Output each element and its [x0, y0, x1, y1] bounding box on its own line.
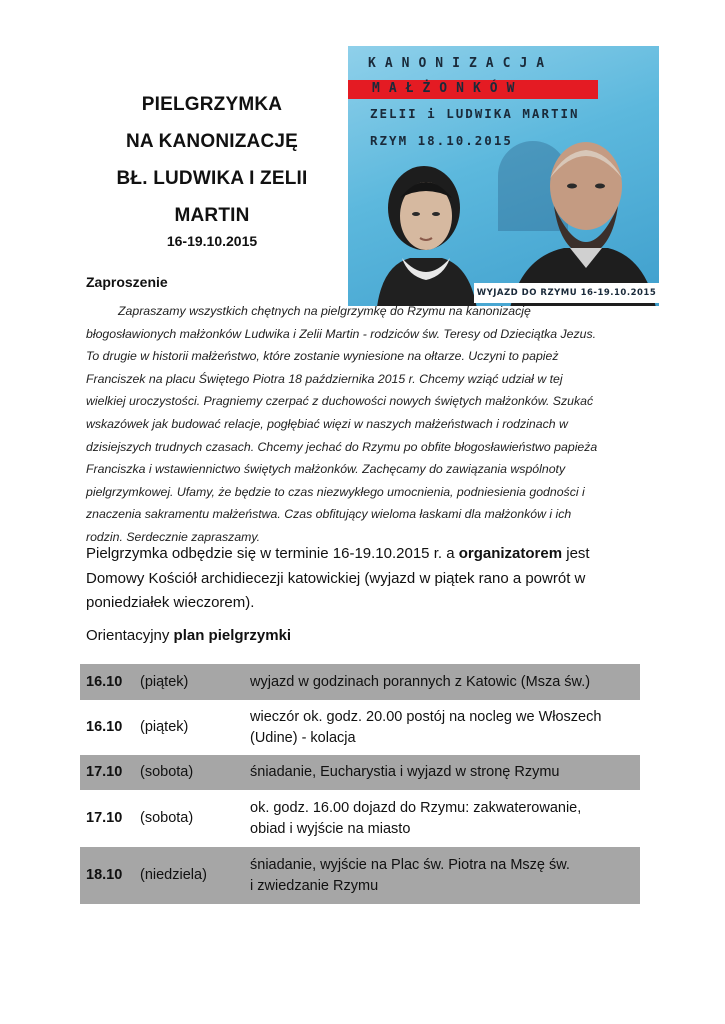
row-activity [244, 755, 640, 790]
row-day: (sobota) [134, 755, 244, 790]
invitation-heading: Zaproszenie [86, 274, 168, 290]
organizer-line-3: poniedziałek wieczorem). [86, 594, 255, 611]
row-activity [244, 847, 640, 904]
activity-line: wieczór ok. godz. 20.00 postój na nocleg we Włoszech [250, 708, 602, 725]
invitation-line: pielgrzymkowej. Ufamy, że będzie to czas niezwykłego umocnienia, podniesienia godności i [86, 484, 585, 499]
invitation-line: rodzin. Serdecznie zapraszamy. [86, 529, 261, 544]
row-date: 16.10 [86, 719, 123, 735]
invitation-line: To drugie w historii małżeństwo, które zostanie wyniesione na ołtarze. Uczyni to papież [86, 349, 559, 364]
activity-line: śniadanie, Eucharystia i wyjazd w stronę Rzymu [250, 764, 560, 780]
invitation-line: błogosławionych małżonków Ludwika i Zelii Martin - rodziców św. Teresy od Dzieciątka Jezus. [86, 326, 597, 341]
plan-heading-bold: plan pielgrzymki [173, 627, 292, 644]
invitation-line: Franciszka i wstawiennictwo świętych małżonków. Zachęcamy do zawiązania wspólnoty [86, 462, 566, 477]
invitation-text [86, 300, 646, 549]
row-day: (piątek) [134, 664, 244, 700]
portrait-louis-icon [508, 128, 658, 306]
activity-line: (Udine) - kolacja [250, 729, 356, 746]
poster-line-2: MAŁŻONKÓW [372, 81, 524, 96]
organizer-line-1 [86, 542, 646, 567]
poster-line-1: KANONIZACJA [368, 56, 554, 71]
table-row [80, 755, 640, 790]
row-activity [244, 664, 640, 700]
activity-line: obiad i wyjście na miasto [250, 820, 411, 837]
title-line-3: BŁ. LUDWIKA I ZELII [116, 168, 308, 189]
itinerary-table [80, 664, 640, 904]
row-date: 16.10 [80, 664, 134, 700]
table-row [80, 790, 640, 847]
row-activity [244, 700, 640, 755]
organizer-info [86, 542, 646, 616]
table-row [80, 664, 640, 700]
page-title [80, 86, 344, 234]
organizer-bold: organizatorem [458, 545, 563, 562]
activity-line: śniadanie, wyjście na Plac św. Piotra na Mszę św. [250, 856, 570, 873]
row-day: (niedziela) [134, 847, 244, 904]
row-date: 18.10 [80, 847, 134, 904]
canonization-poster [348, 46, 659, 306]
invitation-line: wielkiej uroczystości. Pragniemy czerpać z duchowości nowych świętych małżonków. Szukać [86, 394, 594, 409]
title-line-2: NA KANONIZACJĘ [125, 131, 299, 152]
table-row [80, 700, 640, 755]
activity-line: wyjazd w godzinach porannych z Katowic (Msza św.) [250, 673, 591, 690]
activity-line: ok. godz. 16.00 dojazd do Rzymu: zakwaterowanie, [250, 799, 582, 816]
plan-heading [86, 627, 291, 644]
organizer-line-2: Domowy Kościół archidiecezji katowickiej (wyjazd w piątek rano a powrót w [86, 569, 586, 587]
table-row [80, 847, 640, 904]
title-line-4: MARTIN [174, 205, 250, 226]
row-date: 17.10 [86, 810, 123, 826]
pilgrimage-dates: 16-19.10.2015 [166, 233, 258, 249]
row-date: 17.10 [80, 755, 134, 790]
poster-line-3: ZELII i LUDWIKA MARTIN [370, 106, 580, 121]
portrait-zelie-icon [366, 146, 486, 306]
plan-heading-regular: Orientacyjny [86, 627, 174, 644]
activity-line: i zwiedzanie Rzymu [250, 877, 379, 894]
organizer-text: Pielgrzymka odbędzie się w terminie 16-19.10.2015 r. a [86, 545, 459, 562]
poster-line-4: RZYM 18.10.2015 [370, 133, 513, 148]
organizer-text-end: jest [562, 545, 590, 562]
title-line-1: PIELGRZYMKA [141, 94, 283, 115]
row-day: (sobota) [140, 810, 194, 826]
invitation-line: Franciszek na placu Świętego Piotra 18 października 2015 r. Chcemy wziąć udział w tej [86, 371, 563, 386]
row-day: (piątek) [140, 719, 189, 735]
poster-footer: WYJAZD DO RZYMU 16-19.10.2015 [474, 283, 659, 303]
invitation-line-text: Zapraszamy wszystkich chętnych na pielgrzymkę do Rzymu na kanonizację [118, 304, 531, 318]
invitation-line: wskazówek jak budować relacje, pogłębiać więzi w naszych małżeństwach i rodzinach w [86, 416, 568, 431]
invitation-line: dzisiejszych trudnych czasach. Chcemy jechać do Rzymu po obfite błogosławieństwo papieża [86, 439, 598, 454]
invitation-line [86, 300, 646, 323]
row-activity [244, 790, 640, 847]
invitation-line: znaczenia sakramentu małżeństwa. Czas obfitujący wieloma łaskami dla małżonków i ich [86, 507, 572, 522]
